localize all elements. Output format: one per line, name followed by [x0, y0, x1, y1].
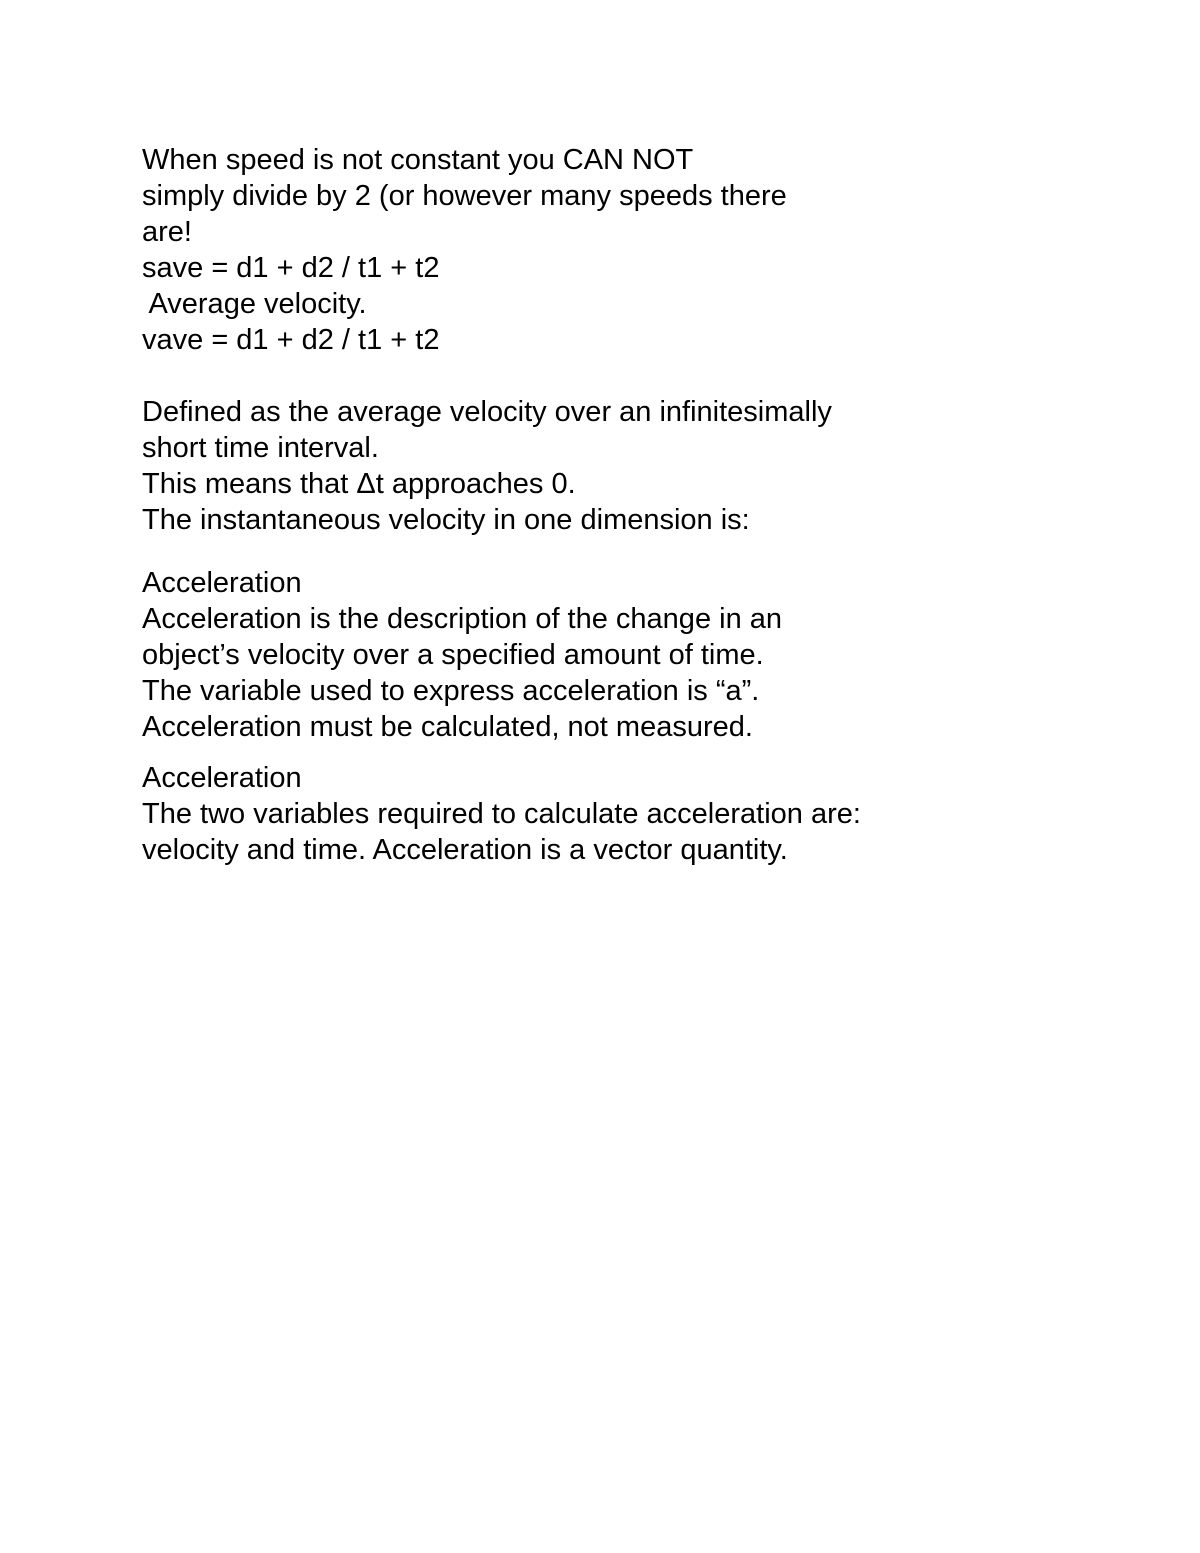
text-line: This means that Δt approaches 0. [142, 468, 576, 500]
text-line: The two variables required to calculate acceleration are: [142, 798, 861, 830]
spacer [142, 358, 1102, 394]
text-line: The instantaneous velocity in one dimension is: [142, 504, 750, 536]
section-instantaneous [142, 394, 1102, 538]
text-line: velocity and time. Acceleration is a vector quantity. [142, 834, 788, 866]
section-heading: Acceleration [142, 567, 302, 599]
formula-line: save = d1 + d2 / t1 + t2 [142, 252, 440, 284]
section-speed [142, 142, 1102, 358]
text-line: object’s velocity over a specified amount of time. [142, 639, 764, 671]
text-line: short time interval. [142, 432, 379, 464]
text-line: simply divide by 2 (or however many speeds there [142, 180, 787, 212]
text-line: Average velocity. [142, 288, 367, 320]
text-line: Acceleration must be calculated, not measured. [142, 711, 753, 743]
section-acceleration-variables [142, 760, 1102, 868]
spacer [142, 538, 1102, 565]
text-line: When speed is not constant you CAN NOT [142, 144, 694, 176]
spacer [142, 745, 1102, 760]
document-body [142, 142, 1102, 868]
text-line: Defined as the average velocity over an infinitesimally [142, 396, 832, 428]
formula-line: vave = d1 + d2 / t1 + t2 [142, 324, 440, 356]
section-heading: Acceleration [142, 762, 302, 794]
section-acceleration-definition [142, 565, 1102, 745]
text-line: The variable used to express acceleration is “a”. [142, 675, 760, 707]
text-line: Acceleration is the description of the change in an [142, 603, 783, 635]
text-line: are! [142, 216, 192, 248]
